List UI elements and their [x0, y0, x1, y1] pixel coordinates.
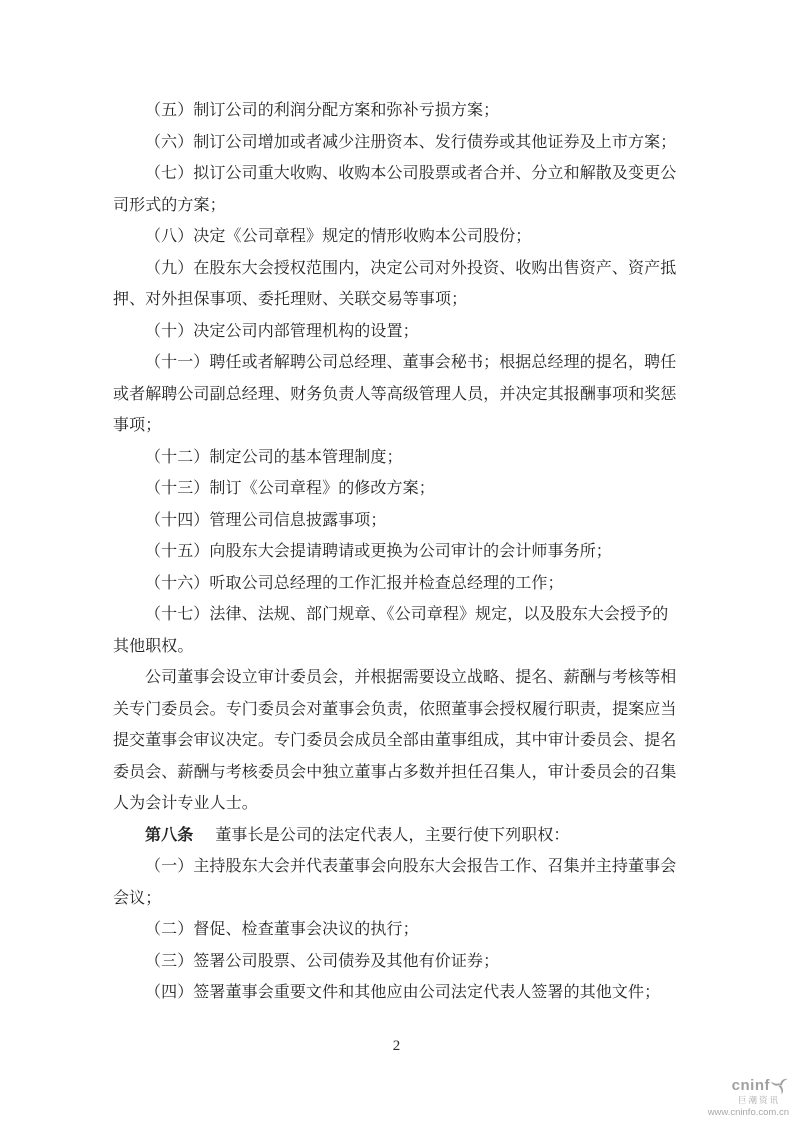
line-text: （十四）管理公司信息披露事项；: [145, 511, 387, 529]
line-text: 人为会计专业人士。: [113, 795, 258, 812]
line-text: （一）主持股东大会并代表董事会向股东大会报告工作、召集并主持董事会: [145, 858, 677, 875]
text-line: [113, 505, 699, 537]
line-text: （十二）制定公司的基本管理制度；: [145, 448, 403, 466]
text-line: [113, 599, 699, 631]
text-line: [113, 190, 699, 222]
cninfo-logo-row: [708, 1076, 789, 1094]
line-text: （十七）法律、法规、部门规章、《公司章程》规定，以及股东大会授予的: [145, 606, 669, 623]
line-text: （六）制订公司增加或者减少注册资本、发行债券或其他证券及上市方案；: [145, 133, 677, 151]
line-text: 会议；: [113, 889, 162, 907]
text-line: [113, 536, 699, 568]
text-line: [113, 473, 699, 505]
line-text: （四）签署董事会重要文件和其他应由公司法定代表人签署的其他文件；: [145, 984, 661, 1001]
page-number: 2: [392, 1038, 401, 1054]
text-line: [113, 883, 699, 915]
text-line: [113, 851, 699, 883]
line-text: 董事长是公司的法定代表人，主要行使下列职权：: [215, 826, 570, 844]
text-line: [113, 221, 699, 253]
cninfo-logo: [708, 1076, 789, 1117]
text-line: [113, 284, 699, 316]
text-line: [113, 631, 699, 663]
line-text: 关专门委员会。专门委员会对董事会负责，依照董事会授权履行职责，提案应当: [113, 700, 677, 718]
line-text: （二）督促、检查董事会决议的执行；: [145, 921, 419, 938]
line-text: （十三）制订《公司章程》的修改方案；: [145, 480, 435, 497]
line-text: （三）签署公司股票、公司债券及其他有价证券；: [145, 952, 500, 970]
line-text: 押、对外担保事项、委托理财、关联交易等事项；: [113, 291, 468, 308]
line-text: （十）决定公司内部管理机构的设置；: [145, 322, 419, 340]
text-line: [113, 127, 699, 159]
line-text: （五）制订公司的利润分配方案和弥补亏损方案；: [145, 102, 500, 119]
text-line: [113, 347, 699, 379]
text-line: [113, 662, 699, 694]
line-text: 其他职权。: [113, 637, 194, 655]
text-line: [113, 977, 699, 1009]
text-line: [113, 253, 699, 285]
line-text: （十一）聘任或者解聘公司总经理、董事会秘书；根据总经理的提名，聘任: [145, 354, 677, 371]
cninfo-url-text: www.cninfo.com.cn: [707, 1106, 789, 1118]
text-line: [113, 694, 699, 726]
text-line: [113, 316, 699, 348]
line-text: （九）在股东大会授权范围内，决定公司对外投资、收购出售资产、资产抵: [145, 259, 677, 277]
text-line: [113, 410, 699, 442]
line-text: 司形式的方案；: [113, 196, 226, 214]
text-line: [113, 725, 699, 757]
line-text: （十五）向股东大会提请聘请或更换为公司审计的会计师事务所；: [145, 543, 612, 560]
cninfo-brand-text: cninf: [731, 1076, 770, 1094]
cninfo-caption-text: 巨潮资讯: [737, 1095, 780, 1105]
line-text: （八）决定《公司章程》规定的情形收购本公司股份；: [145, 228, 532, 245]
document-body: [113, 95, 699, 1009]
line-text: 公司董事会设立审计委员会，并根据需要设立战略、提名、薪酬与考核等相: [145, 669, 677, 686]
text-line: [113, 442, 699, 474]
text-line: [113, 788, 699, 820]
text-line: [113, 379, 699, 411]
article-number: 第八条: [145, 826, 194, 844]
text-line: [113, 757, 699, 789]
cninfo-swirl-icon: [771, 1076, 789, 1094]
text-line: [113, 820, 699, 852]
line-text: 提交董事会审议决定。专门委员会成员全部由董事组成，其中审计委员会、提名: [113, 732, 677, 749]
line-text: （十六）听取公司总经理的工作汇报并检查总经理的工作；: [145, 574, 564, 592]
text-line: [113, 914, 699, 946]
text-line: [113, 946, 699, 978]
line-text: 或者解聘公司副总经理、财务负责人等高级管理人员，并决定其报酬事项和奖惩: [113, 385, 677, 403]
text-line: [113, 158, 699, 190]
text-line: [113, 568, 699, 600]
line-text: 事项；: [113, 417, 162, 434]
text-line: [113, 95, 699, 127]
line-text: （七）拟订公司重大收购、收购本公司股票或者合并、分立和解散及变更公: [145, 165, 677, 182]
line-text: 委员会、薪酬与考核委员会中独立董事占多数并担任召集人，审计委员会的召集: [113, 763, 677, 781]
